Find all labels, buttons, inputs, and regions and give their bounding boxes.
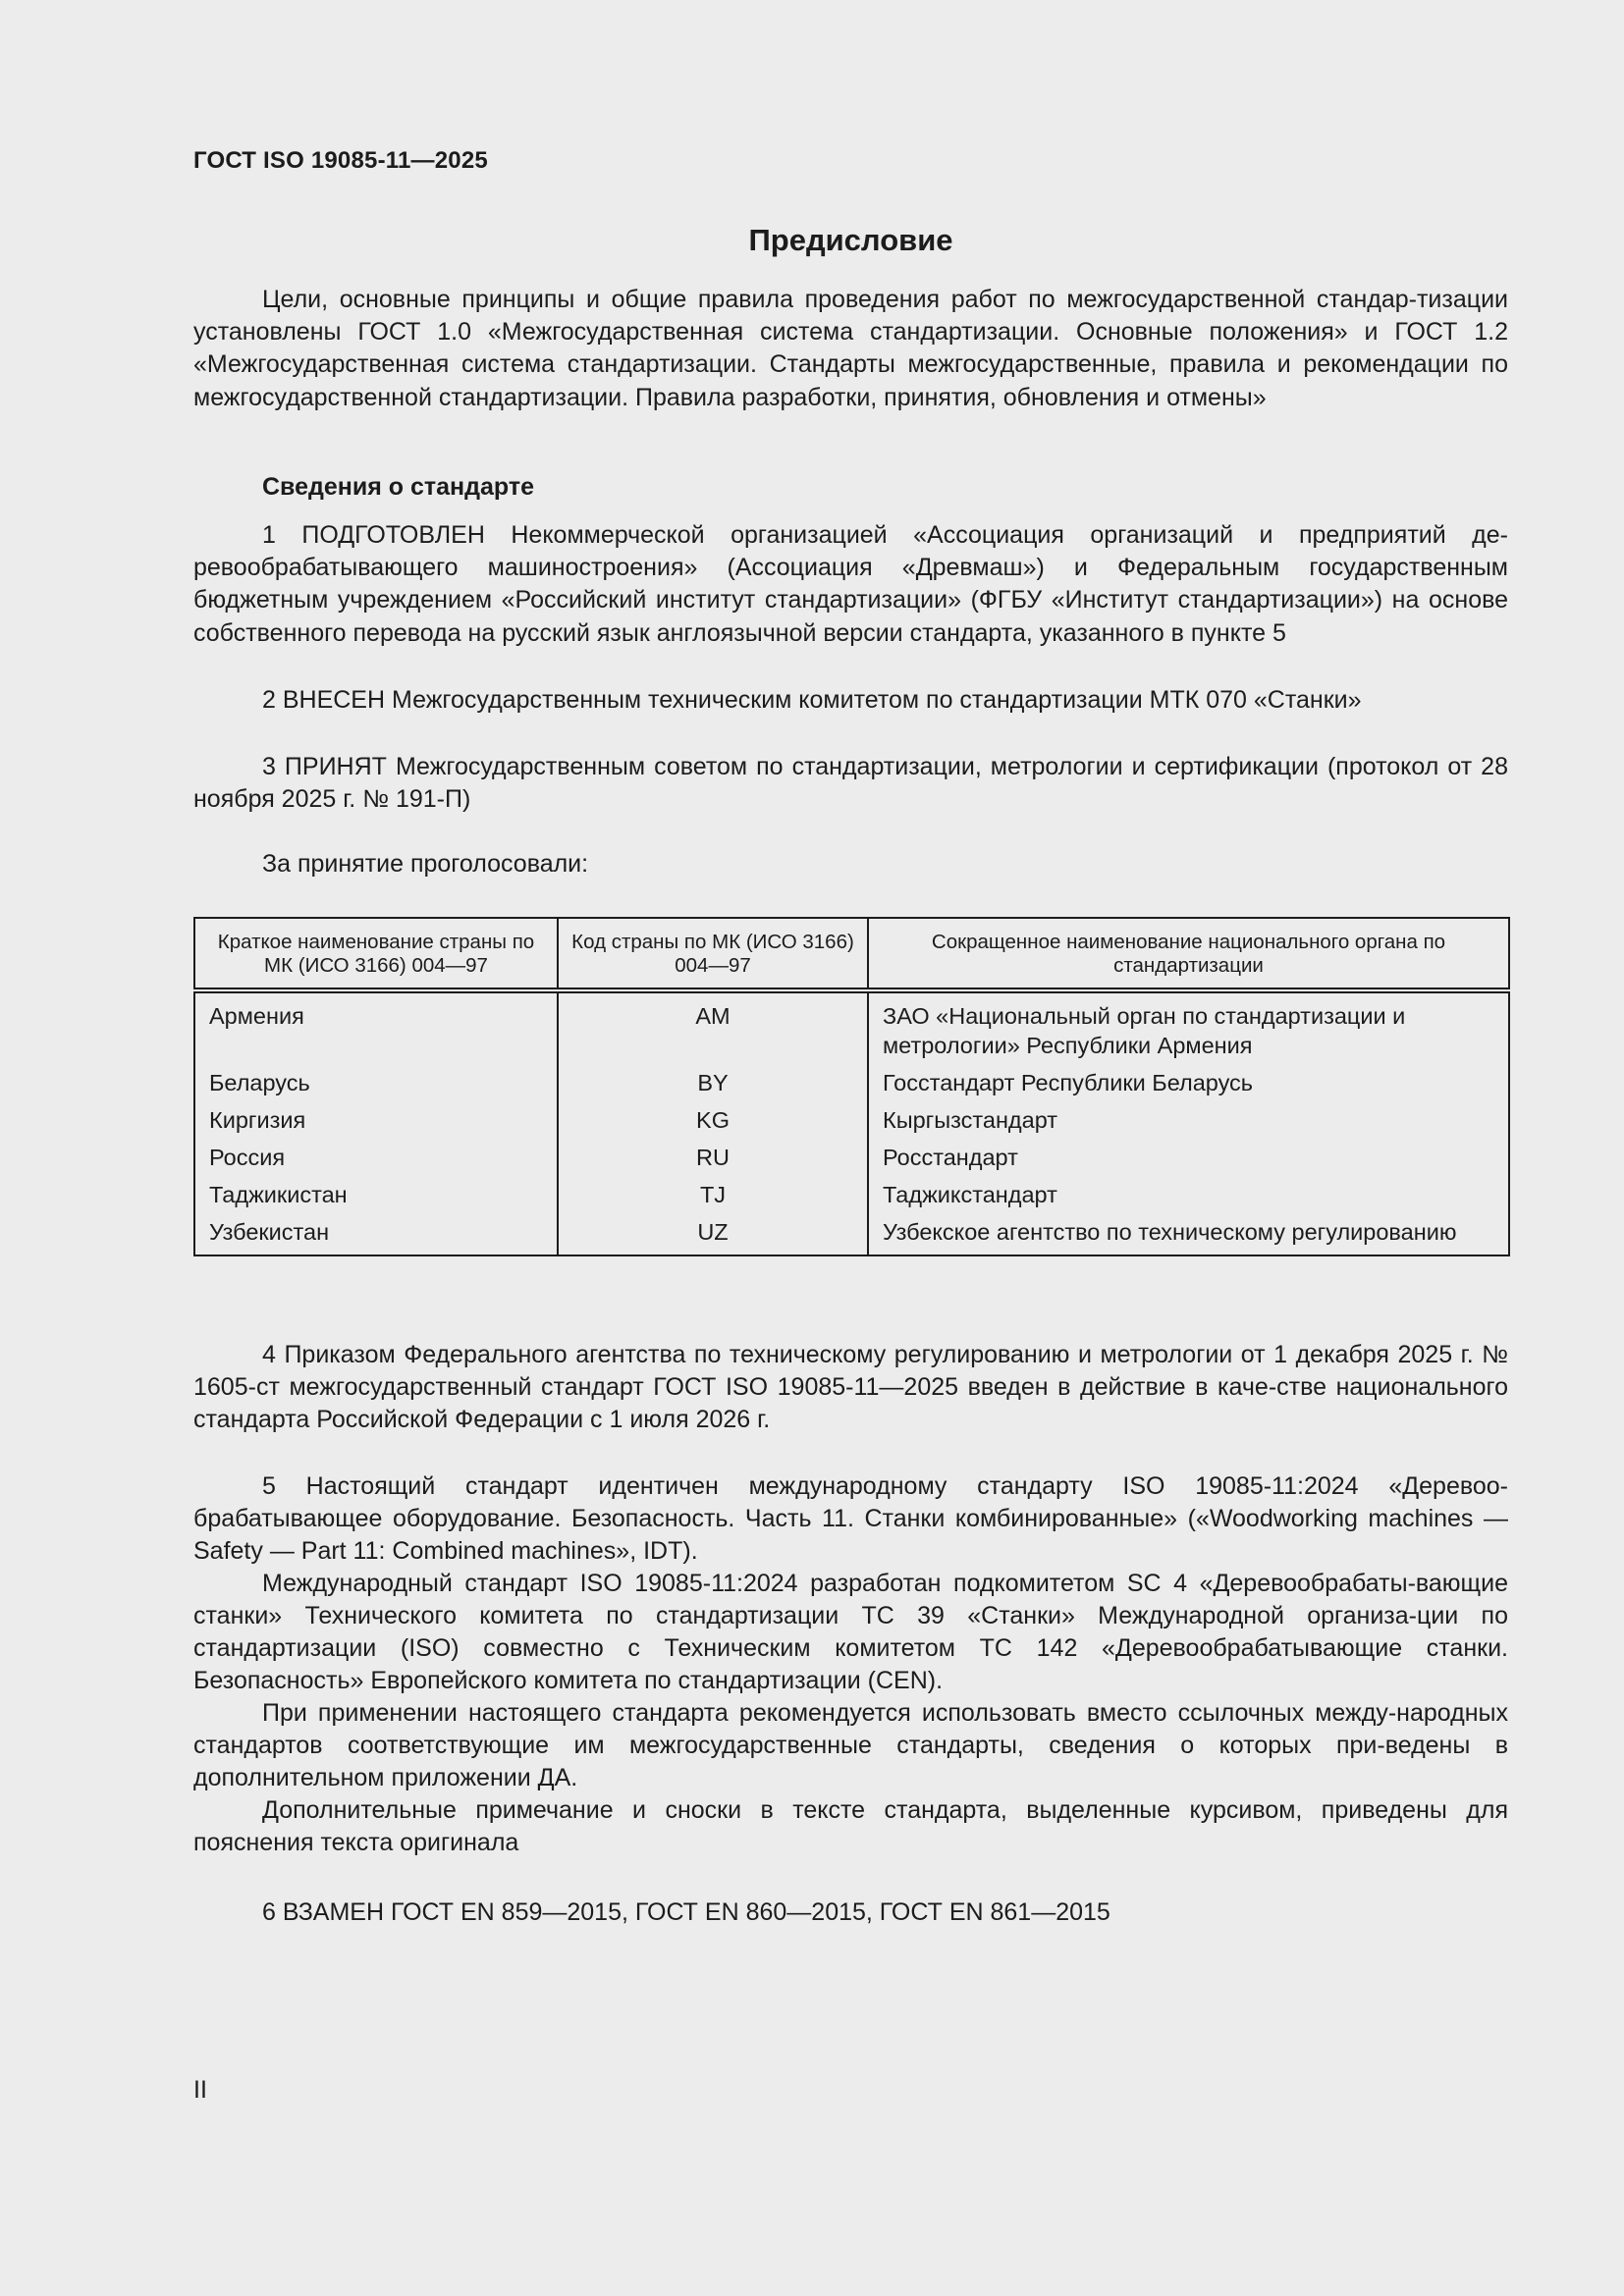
item-5-notes: Дополнительные примечание и сноски в тексте стандарта, выделенные курсивом, приведены для пояснения текста оригинала [193,1796,1508,1856]
item-5-identity: 5 Настоящий стандарт идентичен международному стандарту ISO 19085-11:2024 «Деревоо-брабатывающее оборудование. Безопасность. Часть 11. Станки комбинированные» («Woodworking machines — Safety — Part 11: Combined machines», IDT). [193,1472,1508,1565]
item-5-development: Международный стандарт ISO 19085-11:2024 разработан подкомитетом SC 4 «Деревообрабаты-вающие станки» Технического комитета по стандартизации TC 39 «Станки» Международной организа-ции по стандартизации (ISO) совместно с Техническим комитетом TC 142 «Деревообрабатывающие станки. Безопасность» Европейского комитета по стандартизации (CEN). [193,1570,1508,1694]
national-body: Госстандарт Республики Беларусь [868,1064,1509,1101]
table-row [194,1176,1509,1213]
page-title: Предисловие [748,223,953,257]
header-country-name: Краткое наименование страны по МК (ИСО 3166) 004—97 [194,918,558,990]
document-id: ГОСТ ISO 19085-11—2025 [193,147,488,174]
table-row [194,1213,1509,1255]
header-national-body: Сокращенное наименование национального органа по стандартизации [868,918,1509,990]
table-header-row [194,918,1509,990]
country-name: Таджикистан [194,1176,558,1213]
vote-intro: За принятие проголосовали: [262,850,589,878]
country-name: Беларусь [194,1064,558,1101]
item-1-prepared: 1 ПОДГОТОВЛЕН Некоммерческой организацией «Ассоциация организаций и предприятий де-ревообрабатывающего машиностроения» (Ассоциация «Древмаш») и Федеральным государственным бюджетным учреждением «Российский институт стандартизации» (ФГБУ «Институт стандартизации») на основе собственного перевода на русский язык англоязычной версии стандарта, указанного в пункте 5 [193,521,1508,647]
item-5-references: При применении настоящего стандарта рекомендуется использовать вместо ссылочных между-народных стандартов соответствующие им межгосударственные стандарты, сведения о которых при-ведены в дополнительном приложении ДА. [193,1699,1508,1791]
country-name: Узбекистан [194,1213,558,1255]
national-body: Таджикстандарт [868,1176,1509,1213]
table-row [194,1064,1509,1101]
country-code: BY [558,1064,868,1101]
country-code: AM [558,990,868,1064]
item-4-order: 4 Приказом Федерального агентства по техническому регулированию и метрологии от 1 декабря 2025 г. № 1605-ст межгосударственный стандарт ГОСТ ISO 19085-11—2025 введен в действие в каче-стве национального стандарта Российской Федерации с 1 июля 2026 г. [193,1341,1508,1434]
country-code: RU [558,1139,868,1176]
item-3-adopted: 3 ПРИНЯТ Межгосударственным советом по стандартизации, метрологии и сертификации (протокол от 28 ноября 2025 г. № 191-П) [193,753,1508,814]
country-code: KG [558,1101,868,1139]
item-2-submitted: 2 ВНЕСЕН Межгосударственным техническим комитетом по стандартизации МТК 070 «Станки» [262,686,1362,714]
country-code: TJ [558,1176,868,1213]
page-number: II [193,2076,207,2104]
intro-paragraph: Цели, основные принципы и общие правила проведения работ по межгосударственной стандар-тизации установлены ГОСТ 1.0 «Межгосударственная система стандартизации. Основные положения» и ГОСТ 1.2 «Межгосударственная система стандартизации. Стандарты межгосударственные, правила и рекомендации по межгосударственной стандартизации. Правила разработки, принятия, обновления и отмены» [193,286,1508,411]
national-body: ЗАО «Национальный орган по стандартизации и метрологии» Республики Армения [868,990,1509,1064]
section-subheading: Сведения о стандарте [262,473,535,501]
table-row [194,1101,1509,1139]
header-country-code: Код страны по МК (ИСО 3166) 004—97 [558,918,868,990]
country-name: Армения [194,990,558,1064]
table-row [194,1139,1509,1176]
voting-states-table [193,917,1510,1256]
national-body: Росстандарт [868,1139,1509,1176]
country-name: Киргизия [194,1101,558,1139]
national-body: Узбекское агентство по техническому регулированию [868,1213,1509,1255]
national-body: Кыргызстандарт [868,1101,1509,1139]
country-code: UZ [558,1213,868,1255]
table-row [194,990,1509,1064]
item-6-replaces: 6 ВЗАМЕН ГОСТ EN 859—2015, ГОСТ EN 860—2015, ГОСТ EN 861—2015 [262,1898,1110,1926]
country-name: Россия [194,1139,558,1176]
